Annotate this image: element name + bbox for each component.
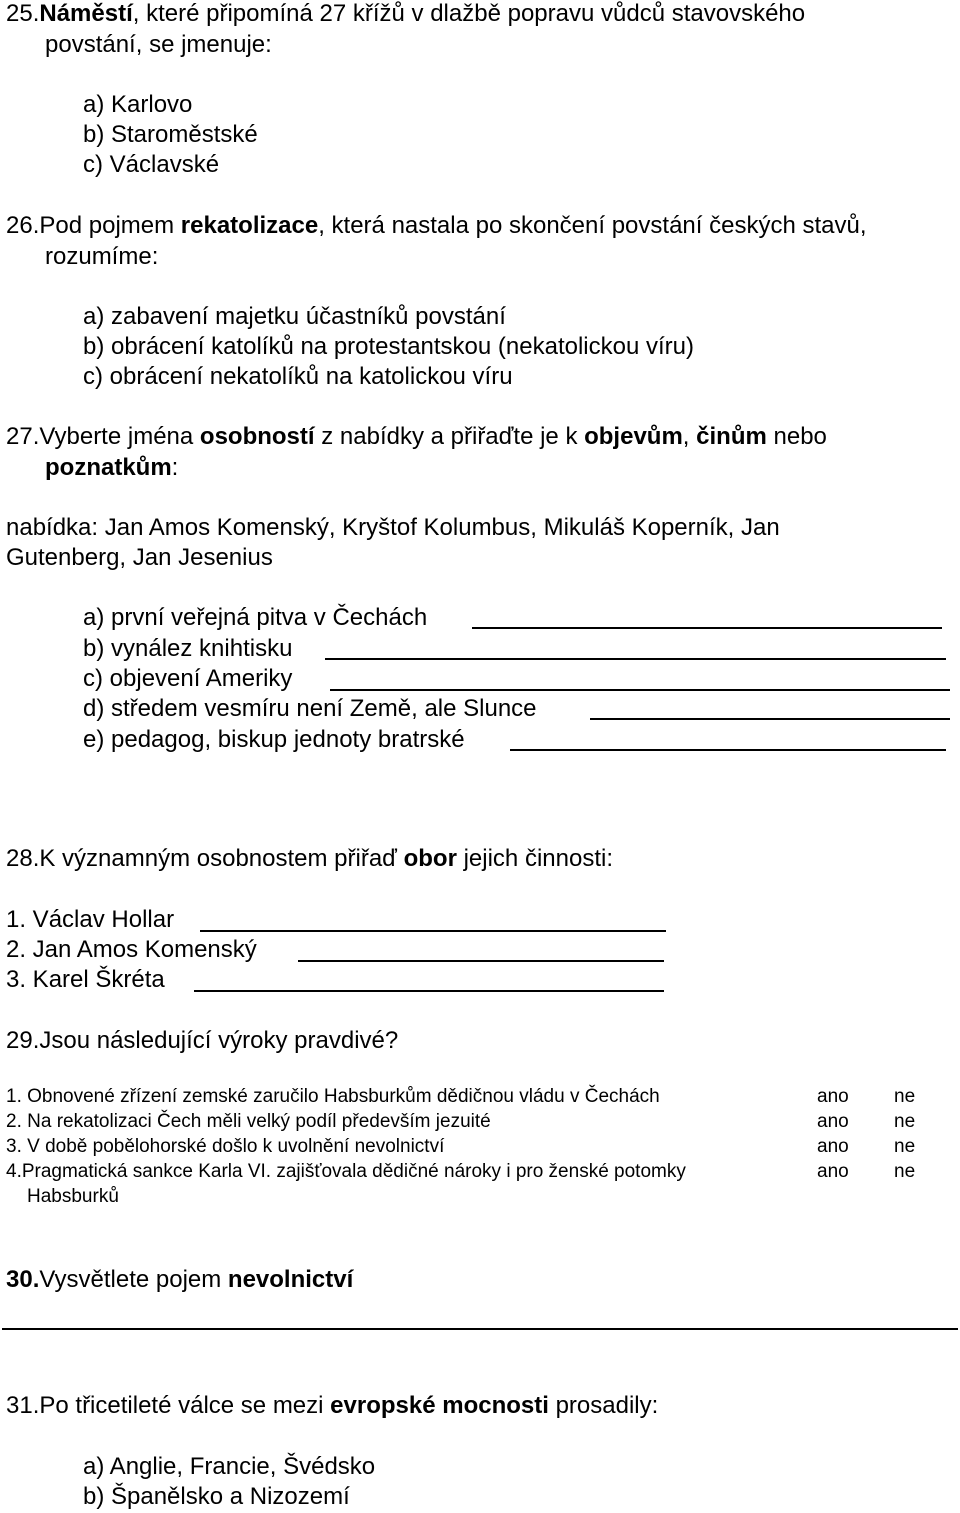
answer-yes[interactable]: ano — [817, 1161, 849, 1182]
question-number: 26. — [6, 212, 40, 239]
option-a: a) zabavení majetku účastníků povstání — [83, 303, 506, 330]
match-item-c: c) objevení Ameriky — [83, 665, 293, 692]
match-item-e: e) pedagog, biskup jednoty bratrské — [83, 726, 465, 753]
question-number: 30. — [6, 1266, 40, 1293]
question-number: 29. — [6, 1027, 40, 1054]
keyword: nevolnictví — [227, 1266, 354, 1293]
question-31: 31.Po třicetileté válce se mezi evropské mocnosti prosadily: — [6, 1392, 659, 1419]
question-number: 27. — [6, 423, 40, 450]
answer-line[interactable] — [200, 930, 666, 932]
answer-line[interactable] — [325, 658, 946, 660]
answer-no[interactable]: ne — [894, 1111, 916, 1132]
question-number: 28. — [6, 845, 40, 872]
answer-line[interactable] — [590, 718, 950, 720]
question-27: 27.Vyberte jména osobností z nabídky a přiřaďte je k objevům, činům nebo — [6, 423, 827, 450]
option-a: a) Anglie, Francie, Švédsko — [83, 1453, 376, 1480]
question-30: 30.Vysvětlete pojem nevolnictví — [6, 1266, 354, 1293]
question-number: 31. — [6, 1392, 40, 1419]
question-25-line2: povstání, se jmenuje: — [45, 31, 272, 58]
option-b: b) Staroměstské — [83, 121, 258, 148]
option-a: a) Karlovo — [83, 91, 193, 118]
offer-line-2: Gutenberg, Jan Jesenius — [6, 544, 273, 571]
match-item-a: a) první veřejná pitva v Čechách — [83, 604, 428, 631]
answer-line[interactable] — [472, 627, 942, 629]
statement-3: 3. V době pobělohorské došlo k uvolnění nevolnictví — [6, 1136, 445, 1157]
answer-line[interactable] — [2, 1328, 958, 1330]
statement-4-continuation: Habsburků — [27, 1186, 119, 1207]
answer-no[interactable]: ne — [894, 1086, 916, 1107]
question-27-line2: poznatkům: — [45, 454, 179, 481]
question-number: 25. — [6, 0, 40, 27]
answer-no[interactable]: ne — [894, 1136, 916, 1157]
question-29: 29.Jsou následující výroky pravdivé? — [6, 1027, 399, 1054]
option-c: c) Václavské — [83, 151, 220, 178]
person-1: 1. Václav Hollar — [6, 906, 175, 933]
keyword: Náměstí — [39, 0, 133, 27]
keyword: evropské mocnosti — [330, 1392, 549, 1419]
statement-2: 2. Na rekatolizaci Čech měli velký podíl především jezuité — [6, 1111, 491, 1132]
question-26: 26.Pod pojmem rekatolizace, která nastala po skončení povstání českých stavů, — [6, 212, 867, 239]
answer-line[interactable] — [330, 689, 950, 691]
keyword: obor — [403, 845, 457, 872]
answer-line[interactable] — [510, 749, 946, 751]
question-26-line2: rozumíme: — [45, 243, 159, 270]
offer-line-1: nabídka: Jan Amos Komenský, Kryštof Kolumbus, Mikuláš Koperník, Jan — [6, 514, 780, 541]
answer-yes[interactable]: ano — [817, 1086, 849, 1107]
question-25 — [6, 0, 805, 28]
person-2: 2. Jan Amos Komenský — [6, 936, 257, 963]
person-3: 3. Karel Škréta — [6, 966, 165, 993]
statement-1: 1. Obnovené zřízení zemské zaručilo Habsburkům dědičnou vládu v Čechách — [6, 1086, 660, 1107]
answer-line[interactable] — [194, 990, 664, 992]
statement-4: 4.Pragmatická sankce Karla VI. zajišťovala dědičné nároky i pro ženské potomky — [6, 1161, 686, 1182]
option-b: b) Španělsko a Nizozemí — [83, 1483, 350, 1510]
question-text: , které připomíná 27 křížů v dlažbě popravu vůdců stavovského — [132, 0, 806, 27]
answer-yes[interactable]: ano — [817, 1111, 849, 1132]
answer-yes[interactable]: ano — [817, 1136, 849, 1157]
match-item-b: b) vynález knihtisku — [83, 635, 293, 662]
match-item-d: d) středem vesmíru není Země, ale Slunce — [83, 695, 537, 722]
answer-no[interactable]: ne — [894, 1161, 916, 1182]
keyword: rekatolizace — [180, 212, 319, 239]
question-28: 28.K významným osobnostem přiřaď obor jejich činnosti: — [6, 845, 613, 872]
option-b: b) obrácení katolíků na protestantskou (nekatolickou víru) — [83, 333, 694, 360]
option-c: c) obrácení nekatolíků na katolickou víru — [83, 363, 513, 390]
answer-line[interactable] — [298, 960, 664, 962]
